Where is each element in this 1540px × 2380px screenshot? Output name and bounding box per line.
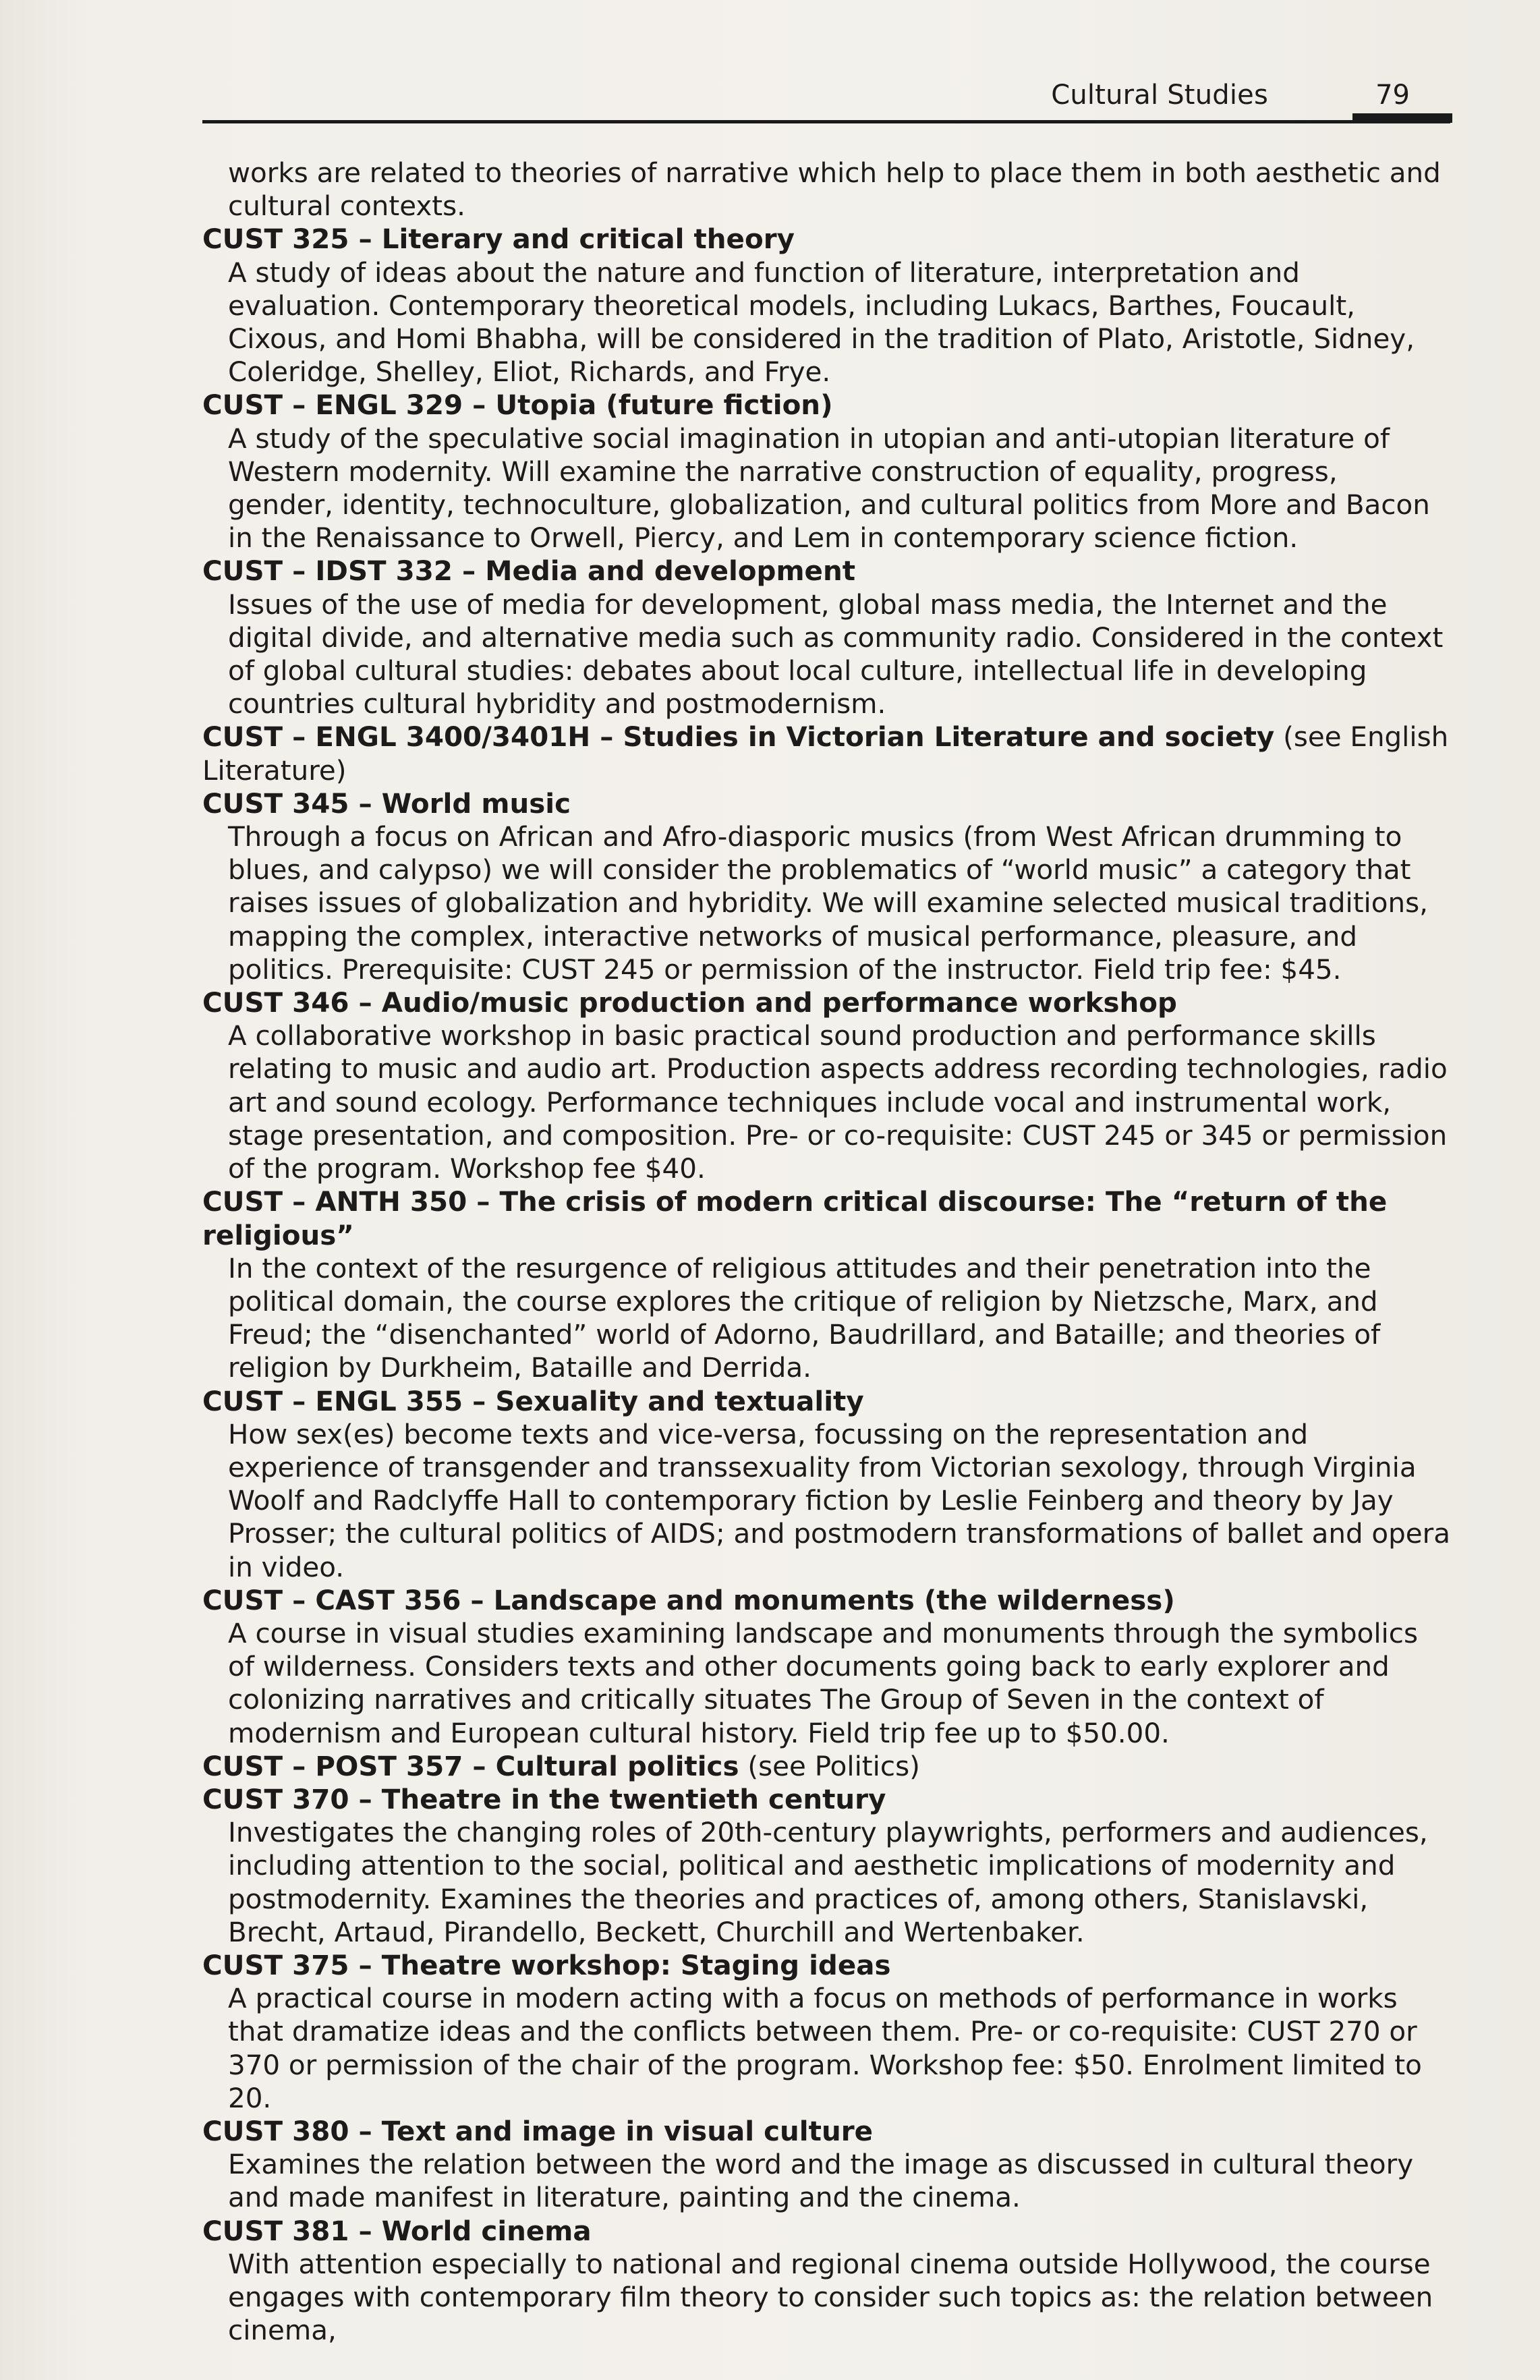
course-heading (202, 720, 1450, 787)
course-description: With attention especially to national and regional cinema outside Hollywood, the course engages with contemporary film theory to consider such topics as: the relation between cinema, (228, 2247, 1433, 2347)
intro-text: works are related to theories of narrative which help to place them in both aesthetic and cultural contexts. (228, 157, 1441, 223)
course-entry (202, 1584, 1450, 1750)
course-heading (202, 389, 1450, 422)
course-entry (202, 720, 1450, 787)
course-heading (202, 1949, 1450, 1982)
course-title: CUST – CAST 356 – Landscape and monuments (the wilderness) (202, 1583, 1175, 1616)
course-title: CUST 346 – Audio/music production and performance workshop (202, 986, 1177, 1019)
course-entry (202, 223, 1450, 389)
course-heading (202, 223, 1450, 256)
course-entry (202, 555, 1450, 720)
course-description: A study of ideas about the nature and function of literature, interpretation and evaluation. Contemporary theoretical models, including Lukacs, Barthes, Foucault, Cixous, and Homi Bhabha, will be considered in the tradition of Plato, Aristotle, Sidney, Coleridge, Shelley, Eliot, Richards, and Frye. (228, 256, 1415, 389)
course-entry (202, 1185, 1450, 1384)
course-title: CUST 345 – World music (202, 787, 571, 820)
course-title: CUST – ENGL 355 – Sexuality and textuality (202, 1384, 864, 1417)
course-description: In the context of the resurgence of religious attitudes and their penetration into the political domain, the course explores the critique of religion by Nietzsche, Marx, and Freud; the “disenchanted” world of Adorno, Baudrillard, and Bataille; and theories of religion by Durkheim, Bataille and Derrida. (228, 1251, 1381, 1384)
course-listing (202, 157, 1450, 2347)
course-description: Examines the relation between the word and the image as discussed in cultural theory and made manifest in literature, painting and the cinema. (228, 2148, 1414, 2214)
course-heading (202, 2115, 1450, 2148)
section-title: Cultural Studies (1051, 80, 1268, 111)
course-title: CUST – POST 357 – Cultural politics (202, 1749, 739, 1782)
course-description: A course in visual studies examining landscape and monuments through the symbolics of wilderness. Considers texts and other documents going back to early explorer and colonizing narratives and critically situates The Group of Seven in the context of modernism and European cultural history. Field trip fee up to $50.00. (228, 1616, 1419, 1749)
course-title: CUST 375 – Theatre workshop: Staging ideas (202, 1948, 891, 1981)
page-header (202, 74, 1450, 120)
course-heading (202, 1385, 1450, 1418)
course-entry (202, 787, 1450, 986)
course-title: CUST – ANTH 350 – The crisis of modern critical discourse: The “return of the religious” (202, 1185, 1388, 1251)
course-heading (202, 555, 1450, 588)
course-title: CUST 370 – Theatre in the twentieth century (202, 1782, 886, 1815)
course-entry (202, 2115, 1450, 2215)
course-entry (202, 1385, 1450, 1584)
course-entry (202, 1949, 1450, 2115)
course-entry (202, 1783, 1450, 1949)
course-description: Investigates the changing roles of 20th-century playwrights, performers and audiences, including attention to the social, political and aesthetic implications of modernity and postmodernity. Examines the theories and practices of, among others, Stanislavski, Brecht, Artaud, Pirandello, Beckett, Churchill and Wertenbaker. (228, 1816, 1428, 1948)
course-see-note: (see English Literature) (202, 720, 1449, 787)
course-entry (202, 389, 1450, 555)
course-heading (202, 787, 1450, 820)
course-heading (202, 1783, 1450, 1816)
course-description: A study of the speculative social imagination in utopian and anti-utopian literature of Western modernity. Will examine the narrative construction of equality, progress, gender, identity, technoculture, globalization, and cultural politics from More and Bacon in the Renaissance to Orwell, Piercy, and Lem in contemporary science fiction. (228, 422, 1430, 555)
header-rule (202, 120, 1450, 123)
course-entry (202, 2215, 1450, 2348)
course-title: CUST – ENGL 329 – Utopia (future fiction) (202, 389, 833, 422)
course-title: CUST 380 – Text and image in visual culture (202, 2114, 874, 2147)
course-heading (202, 1185, 1450, 1251)
course-entry (202, 986, 1450, 1185)
course-description: Through a focus on African and Afro-diasporic musics (from West African drumming to blues, and calypso) we will consider the problematics of “world music” a category that raises issues of globalization and hybridity. We will examine selected musical traditions, mapping the complex, interactive networks of musical performance, pleasure, and politics. Prerequisite: CUST 245 or permission of the instructor. Field trip fee: $45. (228, 820, 1428, 986)
course-title: CUST 381 – World cinema (202, 2214, 592, 2247)
page-number: 79 (1375, 80, 1410, 111)
course-entry (202, 1750, 1450, 1783)
course-see-note: (see Politics) (739, 1749, 920, 1782)
course-heading (202, 986, 1450, 1019)
course-heading (202, 1750, 1450, 1783)
course-heading (202, 2215, 1450, 2248)
course-heading (202, 1584, 1450, 1617)
header-rule-tab (1352, 113, 1452, 123)
course-description: Issues of the use of media for development, global mass media, the Internet and the digital divide, and alternative media such as community radio. Considered in the context of global cultural studies: debates about local culture, intellectual life in developing countries cultural hybridity and postmodernism. (228, 588, 1444, 720)
course-description: How sex(es) become texts and vice-versa, focussing on the representation and experience of transgender and transsexuality from Victorian sexology, through Virginia Woolf and Radclyffe Hall to contemporary fiction by Leslie Feinberg and theory by Jay Prosser; the cultural politics of AIDS; and postmodern transformations of ballet and opera in video. (228, 1417, 1450, 1583)
course-description: A practical course in modern acting with a focus on methods of performance in works that dramatize ideas and the conflicts between them. Pre- or co-requisite: CUST 270 or 370 or permission of the chair of the program. Workshop fee: $50. Enrolment limited to 20. (228, 1982, 1422, 2114)
course-description: A collaborative workshop in basic practical sound production and performance skills relating to music and audio art. Production aspects address recording technologies, radio art and sound ecology. Performance techniques include vocal and instrumental work, stage presentation, and composition. Pre- or co-requisite: CUST 245 or 345 or permission of the program. Workshop fee $40. (228, 1019, 1448, 1185)
course-title: CUST – IDST 332 – Media and development (202, 555, 856, 588)
course-title: CUST 325 – Literary and critical theory (202, 223, 795, 256)
course-title: CUST – ENGL 3400/3401H – Studies in Victorian Literature and society (202, 720, 1275, 754)
